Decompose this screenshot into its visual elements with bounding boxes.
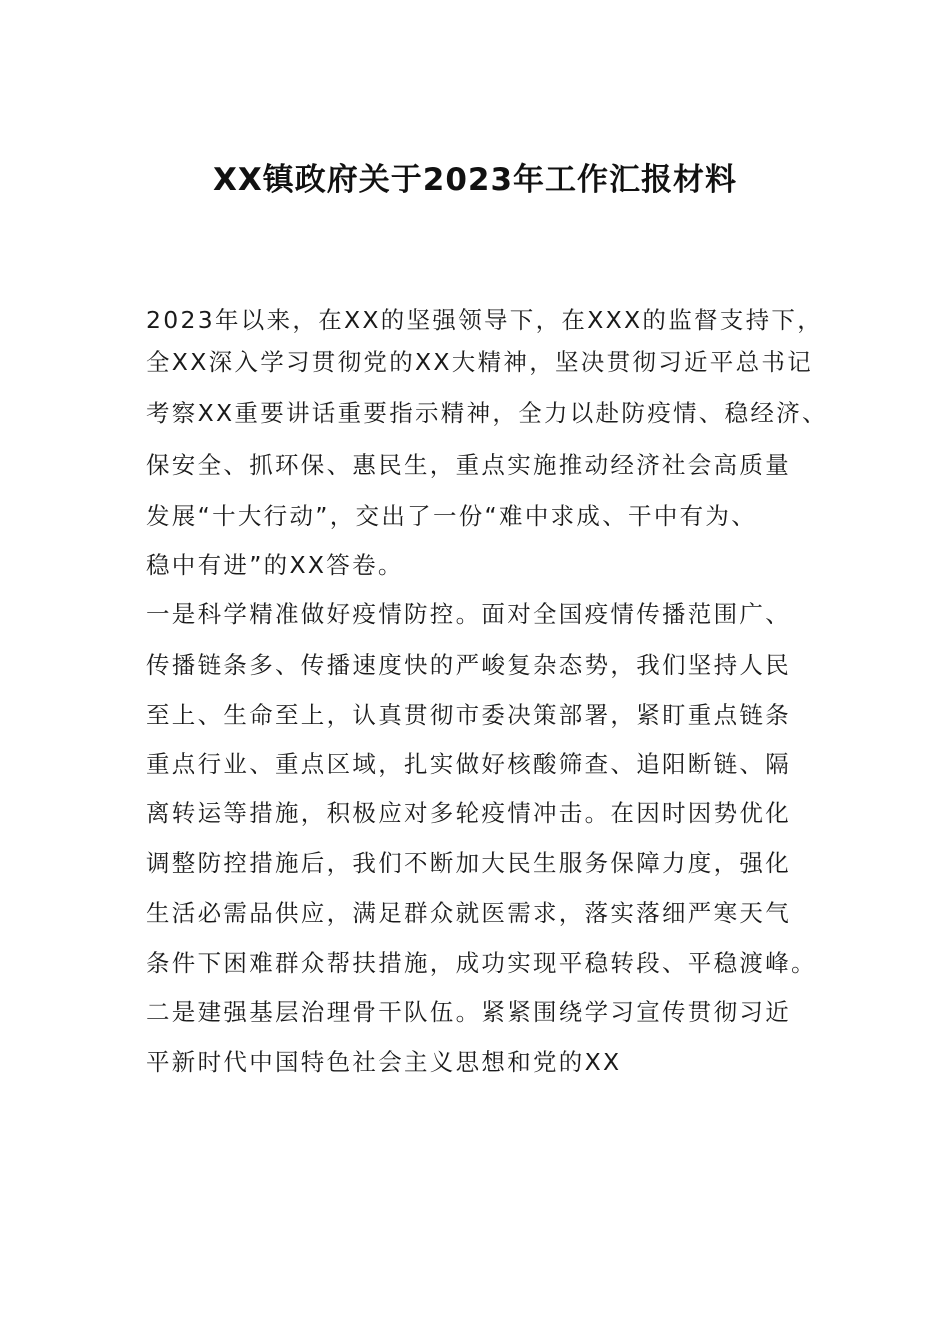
body-line-16: 平新时代中国特色社会主义思想和党的XX: [146, 1048, 622, 1076]
body-line-7: 一是科学精准做好疫情防控。面对全国疫情传播范围广、: [146, 600, 791, 628]
body-line-8: 传播链条多、传播速度快的严峻复杂态势，我们坚持人民: [146, 651, 791, 679]
body-line-13: 生活必需品供应，满足群众就医需求，落实落细严寒天气: [146, 899, 791, 927]
body-line-1: 2023年以来，在XX的坚强领导下，在XXX的监督支持下，: [146, 306, 823, 334]
body-line-2: 全XX深入学习贯彻党的XX大精神，坚决贯彻习近平总书记: [146, 348, 813, 376]
document-title: XX镇政府关于2023年工作汇报材料: [212, 162, 738, 198]
body-line-11: 离转运等措施，积极应对多轮疫情冲击。在因时因势优化: [146, 799, 791, 827]
body-line-5: 发展“十大行动”，交出了一份“难中求成、干中有为、: [146, 502, 758, 530]
body-line-9: 至上、生命至上，认真贯彻市委决策部署，紧盯重点链条: [146, 701, 791, 729]
body-line-4: 保安全、抓环保、惠民生，重点实施推动经济社会高质量: [146, 451, 791, 479]
body-line-3: 考察XX重要讲话重要指示精神，全力以赴防疫情、稳经济、: [146, 399, 828, 427]
body-line-12: 调整防控措施后，我们不断加大民生服务保障力度，强化: [146, 849, 791, 877]
body-line-10: 重点行业、重点区域，扎实做好核酸筛查、追阳断链、隔: [146, 750, 791, 778]
body-line-14: 条件下困难群众帮扶措施，成功实现平稳转段、平稳渡峰。: [146, 949, 817, 977]
body-line-6: 稳中有进”的XX答卷。: [146, 551, 404, 579]
body-line-15: 二是建强基层治理骨干队伍。紧紧围绕学习宣传贯彻习近: [146, 998, 791, 1026]
